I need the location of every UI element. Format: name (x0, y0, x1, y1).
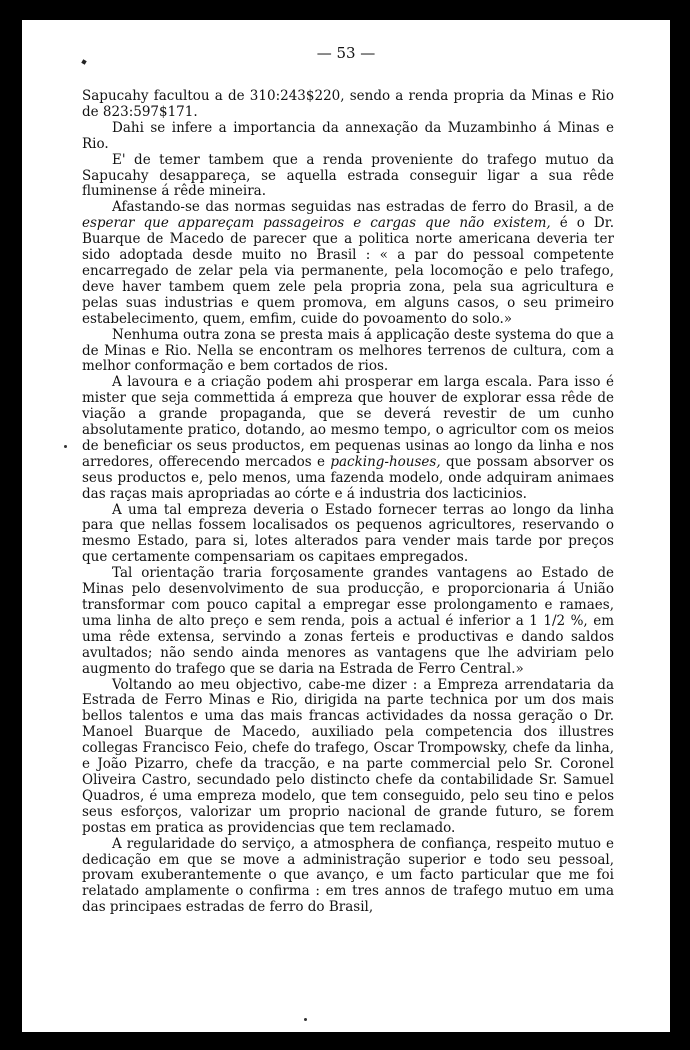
paragraph-6 (82, 375, 614, 502)
paragraph-4-part-b: é o Dr. Buarque de Macedo de parecer que a politica norte americana deveria ter sido adoptada desde muito no Brasil : « a par do pessoal competente encarregado de zelar pela via permanente, pela locomoção e pelo trafego, deve haver tambem quem zele pela propria zona, pela sua agricultura e pelas suas industrias e quem promova, em alguns casos, o seu primeiro estabelecimento, quem, emfim, cuide do povoamento do solo.» (82, 215, 614, 327)
paragraph-1: Sapucahy facultou a de 310:243$220, sendo a renda propria da Minas e Rio de 823:597$171. (82, 88, 614, 120)
speck-mark (64, 445, 67, 448)
paragraph-6-part-b: que possam absorver os seus productos e, pelo menos, uma fazenda modelo, onde adquiram animaes das raças mais apropriadas ao córte e á industria dos lacticinios. (82, 453, 615, 502)
speck-mark (304, 1018, 307, 1021)
paragraph-5: Nenhuma outra zona se presta mais á applicação deste systema do que a de Minas e Rio. Nella se encontram os melhores terrenos de cultura, com a melhor conformação e bem cortados de rios. (82, 326, 614, 375)
paragraph-4-italic: esperar que appareçam passageiros e cargas que não existem, (82, 215, 551, 232)
page-number: — 53 — (316, 44, 376, 62)
document-page (22, 20, 670, 1032)
paragraph-6-part-a: A lavoura e a criação podem ahi prosperar em larga escala. Para isso é mister que seja commettida á empreza que houver de explorar essa rêde de viação a grande propaganda, que se deverá revestir de um cunho absolutamente pratico, dotando, ao mesmo tempo, o agricultor com os meios de beneficiar os seus productos, em pequenas usinas ao longo da linha e nos arredores, offerecendo mercados e (82, 374, 614, 470)
paragraph-9: Voltando ao meu objectivo, cabe-me dizer : a Empreza arrendataria da Estrada de Ferro Minas e Rio, dirigida na parte technica por um dos mais bellos talentos e uma das mais francas actividades da nossa geração o Dr. Manoel Buarque de Macedo, auxiliado pela competencia dos illustres collegas Francisco Feio, chefe do trafego, Oscar Trompowsky, chefe da linha, e João Pizarro, chefe da tracção, e na parte commercial pelo Sr. Coronel Oliveira Castro, secundado pelo distincto chefe da contabilidade Sr. Samuel Quadros, é uma empreza modelo, que tem conseguido, pelo seu tino e pelos seus esforços, valorizar um proprio nacional de grande futuro, se forem postas em pratica as providencias que tem reclamado. (82, 676, 614, 836)
paragraph-3: E' de temer tambem que a renda proveniente do trafego mutuo da Sapucahy desappareça, se aquella estrada conseguir ligar a sua rêde fluminense á rêde mineira. (82, 151, 614, 200)
print-mark (81, 59, 86, 64)
paragraph-6-italic: packing-houses, (330, 453, 441, 470)
paragraph-7: A uma tal empreza deveria o Estado fornecer terras ao longo da linha para que nellas fossem localisados os pequenos agricultores, reservando o mesmo Estado, para si, lotes alterados para vender mais tarde por preços que certamente compensariam os capitaes empregados. (82, 501, 614, 566)
body-text (82, 89, 614, 916)
paragraph-4-part-a: Afastando-se das normas seguidas nas estradas de ferro do Brasil, a de (112, 199, 614, 216)
paragraph-2: Dahi se infere a importancia da annexação da Muzambinho á Minas e Rio. (82, 119, 614, 152)
paragraph-4 (82, 200, 614, 327)
paragraph-8: Tal orientação traria forçosamente grandes vantagens ao Estado de Minas pelo desenvolvimento de sua producção, e proporcionaria á União transformar com pouco capital a empregar esse prolongamento e ramaes, uma linha de alto preço e sem renda, pois a actual é inferior a 1 1/2 %, em uma rêde extensa, servindo a zonas ferteis e productivas e dando saldos avultados; não sendo ainda menores as vantagens que lhe adviriam pelo augmento do trafego que se daria na Estrada de Ferro Central.» (82, 565, 614, 677)
paragraph-10: A regularidade do serviço, a atmosphera de confiança, respeito mutuo e dedicação em que se move a administração superior e todo seu pessoal, provam exuberantemente o que avanço, e um facto particular que me foi relatado amplamente o confirma : em tres annos de trafego mutuo em uma das principaes estradas de ferro do Brasil, (82, 835, 614, 916)
